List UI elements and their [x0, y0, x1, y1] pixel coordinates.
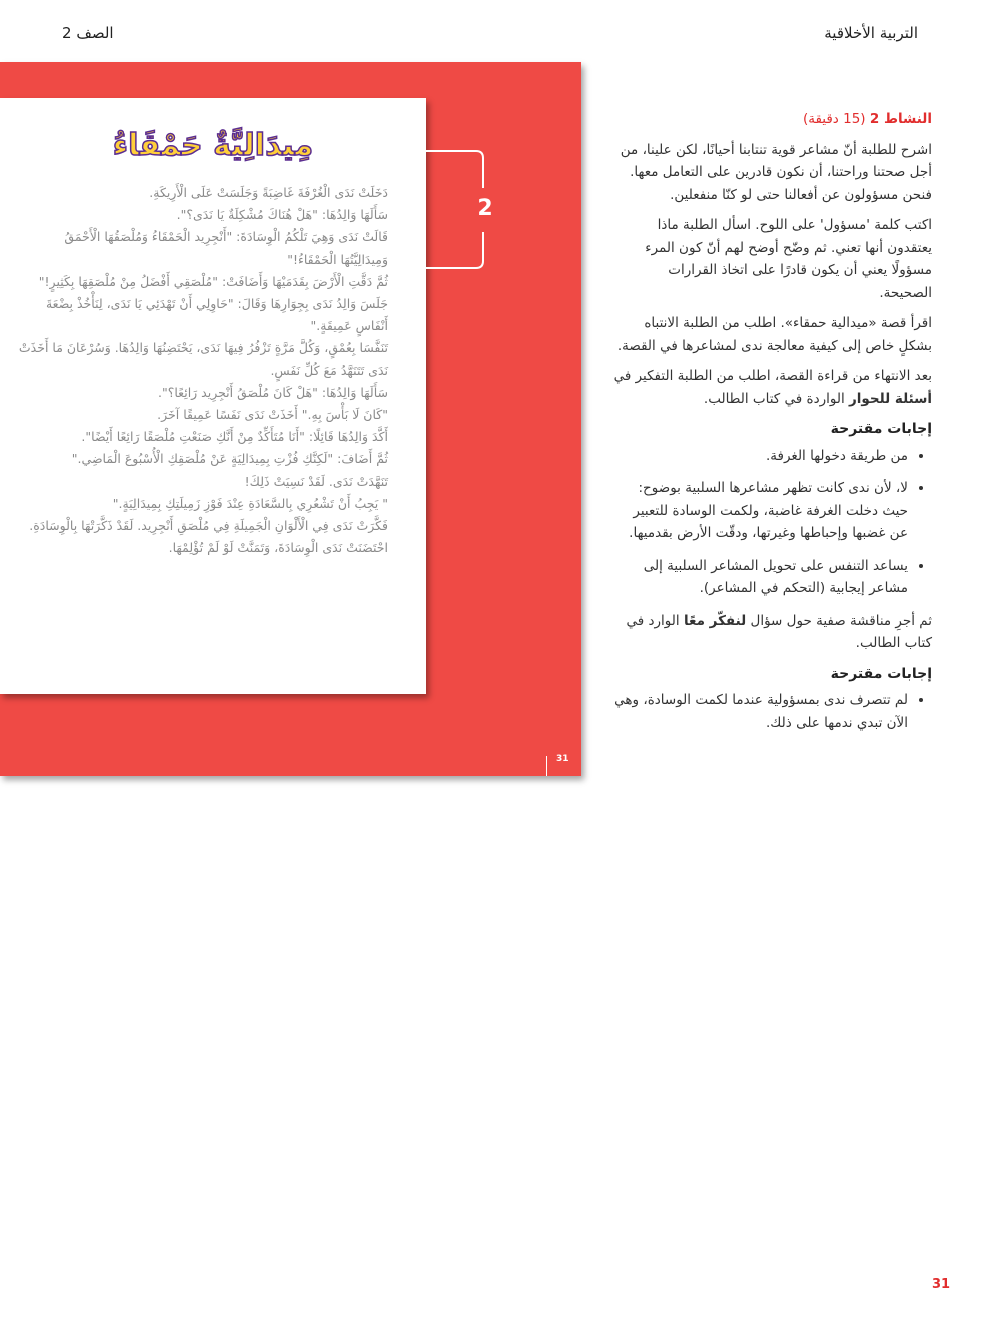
story-paragraph: ثُمَّ أَضَافَ: "لَكِنَّكِ فُزْتِ بِمِيدَالِيَةٍ عَنْ مُلْصَقِكِ الْأُسْبُوعَ الْمَاضِي.": [71, 451, 388, 467]
story-text: [18, 182, 388, 559]
answer-item: • لا، لأن ندى كانت تظهر مشاعرها السلبية بوضوح: حيث دخلت الغرفة غاضبة، ولكمت الوسادة للتعبير عن غضبها وإحباطها وغيرتها، ودقّت الأرض بقدميها.: [612, 477, 908, 545]
story-paragraph: فَكَّرَتْ نَدَى فِي الْأَلْوَانِ الْجَمِيلَةِ فِي مُلْصَقِ أَنْجِرِيد. لَقَدْ ذَكَّرَتْهَا بِالْوِسَادَةِ.: [29, 518, 388, 534]
answers-list: [612, 445, 932, 600]
activity-paragraph-3: اقرأ قصة «ميدالية حمقاء». اطلب من الطلبة الانتباه بشكلٍ خاص إلى كيفية معالجة ندى لمشاعرها في القصة.: [617, 315, 932, 354]
activity-instructions: [612, 108, 932, 744]
story-paragraph: احْتَضَنَتْ نَدَى الْوِسَادَةَ، وَتَمَنَّتْ لَوْ لَمْ تُؤْلِمْهَا.: [168, 540, 388, 556]
activity-duration: (15 دقيقة): [802, 111, 870, 127]
intro-line-2: فنحن مسؤولون عن أفعالنا حتى لو كنّا منفعلين.: [670, 186, 932, 203]
intro-line-1: اشرح للطلبة أنّ مشاعر قوية تنتابنا أحيانًا، لكن علينا، من أجل صحتنا وراحتنا، أن نكون قادرين على التعامل معها.: [620, 141, 932, 180]
story-paragraph: دَخَلَتْ نَدَى الْغُرْفَةَ غَاضِبَةً وَجَلَسَتْ عَلَى الْأَرِيكَةِ.: [149, 185, 388, 200]
answer-item: • لم تتصرف ندى بمسؤولية عندما لكمت الوسادة، وهي الآن تبدي ندمها على ذلك.: [612, 689, 908, 734]
para-4-end: الواردة في كتاب الطالب.: [703, 390, 850, 407]
para-5-start: ثم أجرِ مناقشة صفية حول سؤال: [746, 612, 932, 629]
answers-heading: إجابات مقترحة: [830, 421, 932, 437]
story-paragraph: سَأَلَهَا وَالِدُهَا: "هَلْ هُنَاكَ مُشْكِلَةٌ يَا نَدَى؟".: [176, 207, 388, 223]
story-paragraph: تَنَهَّدَتْ نَدَى. لَقَدْ نَسِيَتْ ذَلِكَ!: [244, 473, 388, 489]
activity-paragraph-4: [612, 365, 932, 410]
story-paragraph: قَالَتْ نَدَى وَهِيَ تَلْكُمُ الْوِسَادَةَ: "أَنْجِرِيد الْحَمْقَاءُ وَمُلْصَقُهَا الْأَحْمَقُ وَمِيدَالِيَّتُهَا الْحَمْقَاءُ!": [64, 229, 388, 267]
activity-intro: [612, 139, 932, 207]
story-paragraph: سَأَلَهَا وَالِدُهَا: "هَلْ كَانَ مُلْصَقُ أَنْجِرِيد رَائِعًا؟".: [158, 384, 388, 400]
story-title: مِيدَالِيَّةٌ حَمْقَاءُ: [112, 128, 314, 163]
answers-list: [612, 689, 932, 734]
page-number-divider: [546, 756, 547, 776]
activity-title: [612, 108, 932, 131]
story-page: [0, 98, 426, 694]
para-5-bold: لنفكّر معًا: [683, 612, 747, 629]
story-paragraph: "كَانَ لَا بَأْسَ بِهِ." أَخَذَتْ نَدَى نَفَسًا عَمِيقًا آخَرَ.: [157, 407, 388, 423]
story-paragraph: أَكَّدَ وَالِدُهَا قَائِلًا: "أَنَا مُتَأَكِّدٌ مِنْ أَنَّكِ صَنَعْتِ مُلْصَقًا رَائِعًا أَيْضًا".: [81, 429, 388, 445]
para-4-bold: أسئلة للحوار: [849, 390, 932, 407]
story-number: 2: [477, 196, 493, 221]
subject-header: التربية الأخلاقية: [824, 24, 918, 42]
para-4-start: بعد الانتهاء من قراءة القصة، اطلب من الطلبة التفكير في: [613, 368, 932, 384]
activity-title-bold: النشاط 2: [869, 111, 932, 127]
answer-item: • من طريقة دخولها الغرفة.: [612, 445, 908, 468]
story-paragraph: " يَجِبُ أَنْ تَشْعُرِي بِالسَّعَادَةِ عِنْدَ فَوْزِ زَمِيلَتِكِ بِمِيدَالِيَةٍ.": [112, 495, 388, 511]
answer-item: • يساعد التنفس على تحويل المشاعر السلبية إلى مشاعر إيجابية (التحكم في المشاعر).: [612, 555, 908, 600]
activity-paragraph-2: اكتب كلمة 'مسؤول' على اللوح. اسأل الطلبة ماذا يعتقدون أنها تعني. ثم وضّح أوضح لهم أنّ كون المرء مسؤولًا يعني أن يكون قادرًا على اتخاذ القرارات الصحيحة.: [645, 217, 932, 301]
activity-paragraph-5: [612, 610, 932, 655]
page-number: 31: [932, 1277, 951, 1292]
story-paragraph: تَنَفَّسَا بِعُمْقٍ، وَكُلَّ مَرَّةٍ تَزْفُرُ فِيهَا نَدَى، يَحْتَضِنُهَا وَالِدُهَا. وَسُرْعَانَ مَا أَخَذَتْ نَدَى تَتَنَهَّدُ مَعَ كُلِّ نَفَسٍ.: [18, 340, 388, 378]
story-paragraph: جَلَسَ وَالِدُ نَدَى بِجِوَارِهَا وَقَالَ: "حَاوِلِي أَنْ تَهْدَئِي يَا نَدَى، لِنَأْخُذْ بِضْعَةَ أَنْفَاسٍ عَمِيقَةٍ.": [45, 296, 388, 334]
grade-header: الصف 2: [62, 24, 114, 42]
story-paragraph: ثُمَّ دَقَّتِ الْأَرْضَ بِقَدَمَيْهَا وَأَضَافَتْ: "مُلْصَقِي أَفْضَلُ مِنْ مُلْصَقِهَا بِكَثِيرٍ!": [38, 273, 388, 289]
answers-heading: إجابات مقترحة: [830, 665, 932, 682]
para-5-end: الوارد في كتاب الطالب.: [626, 612, 932, 651]
inner-page-number: 31: [556, 754, 569, 764]
